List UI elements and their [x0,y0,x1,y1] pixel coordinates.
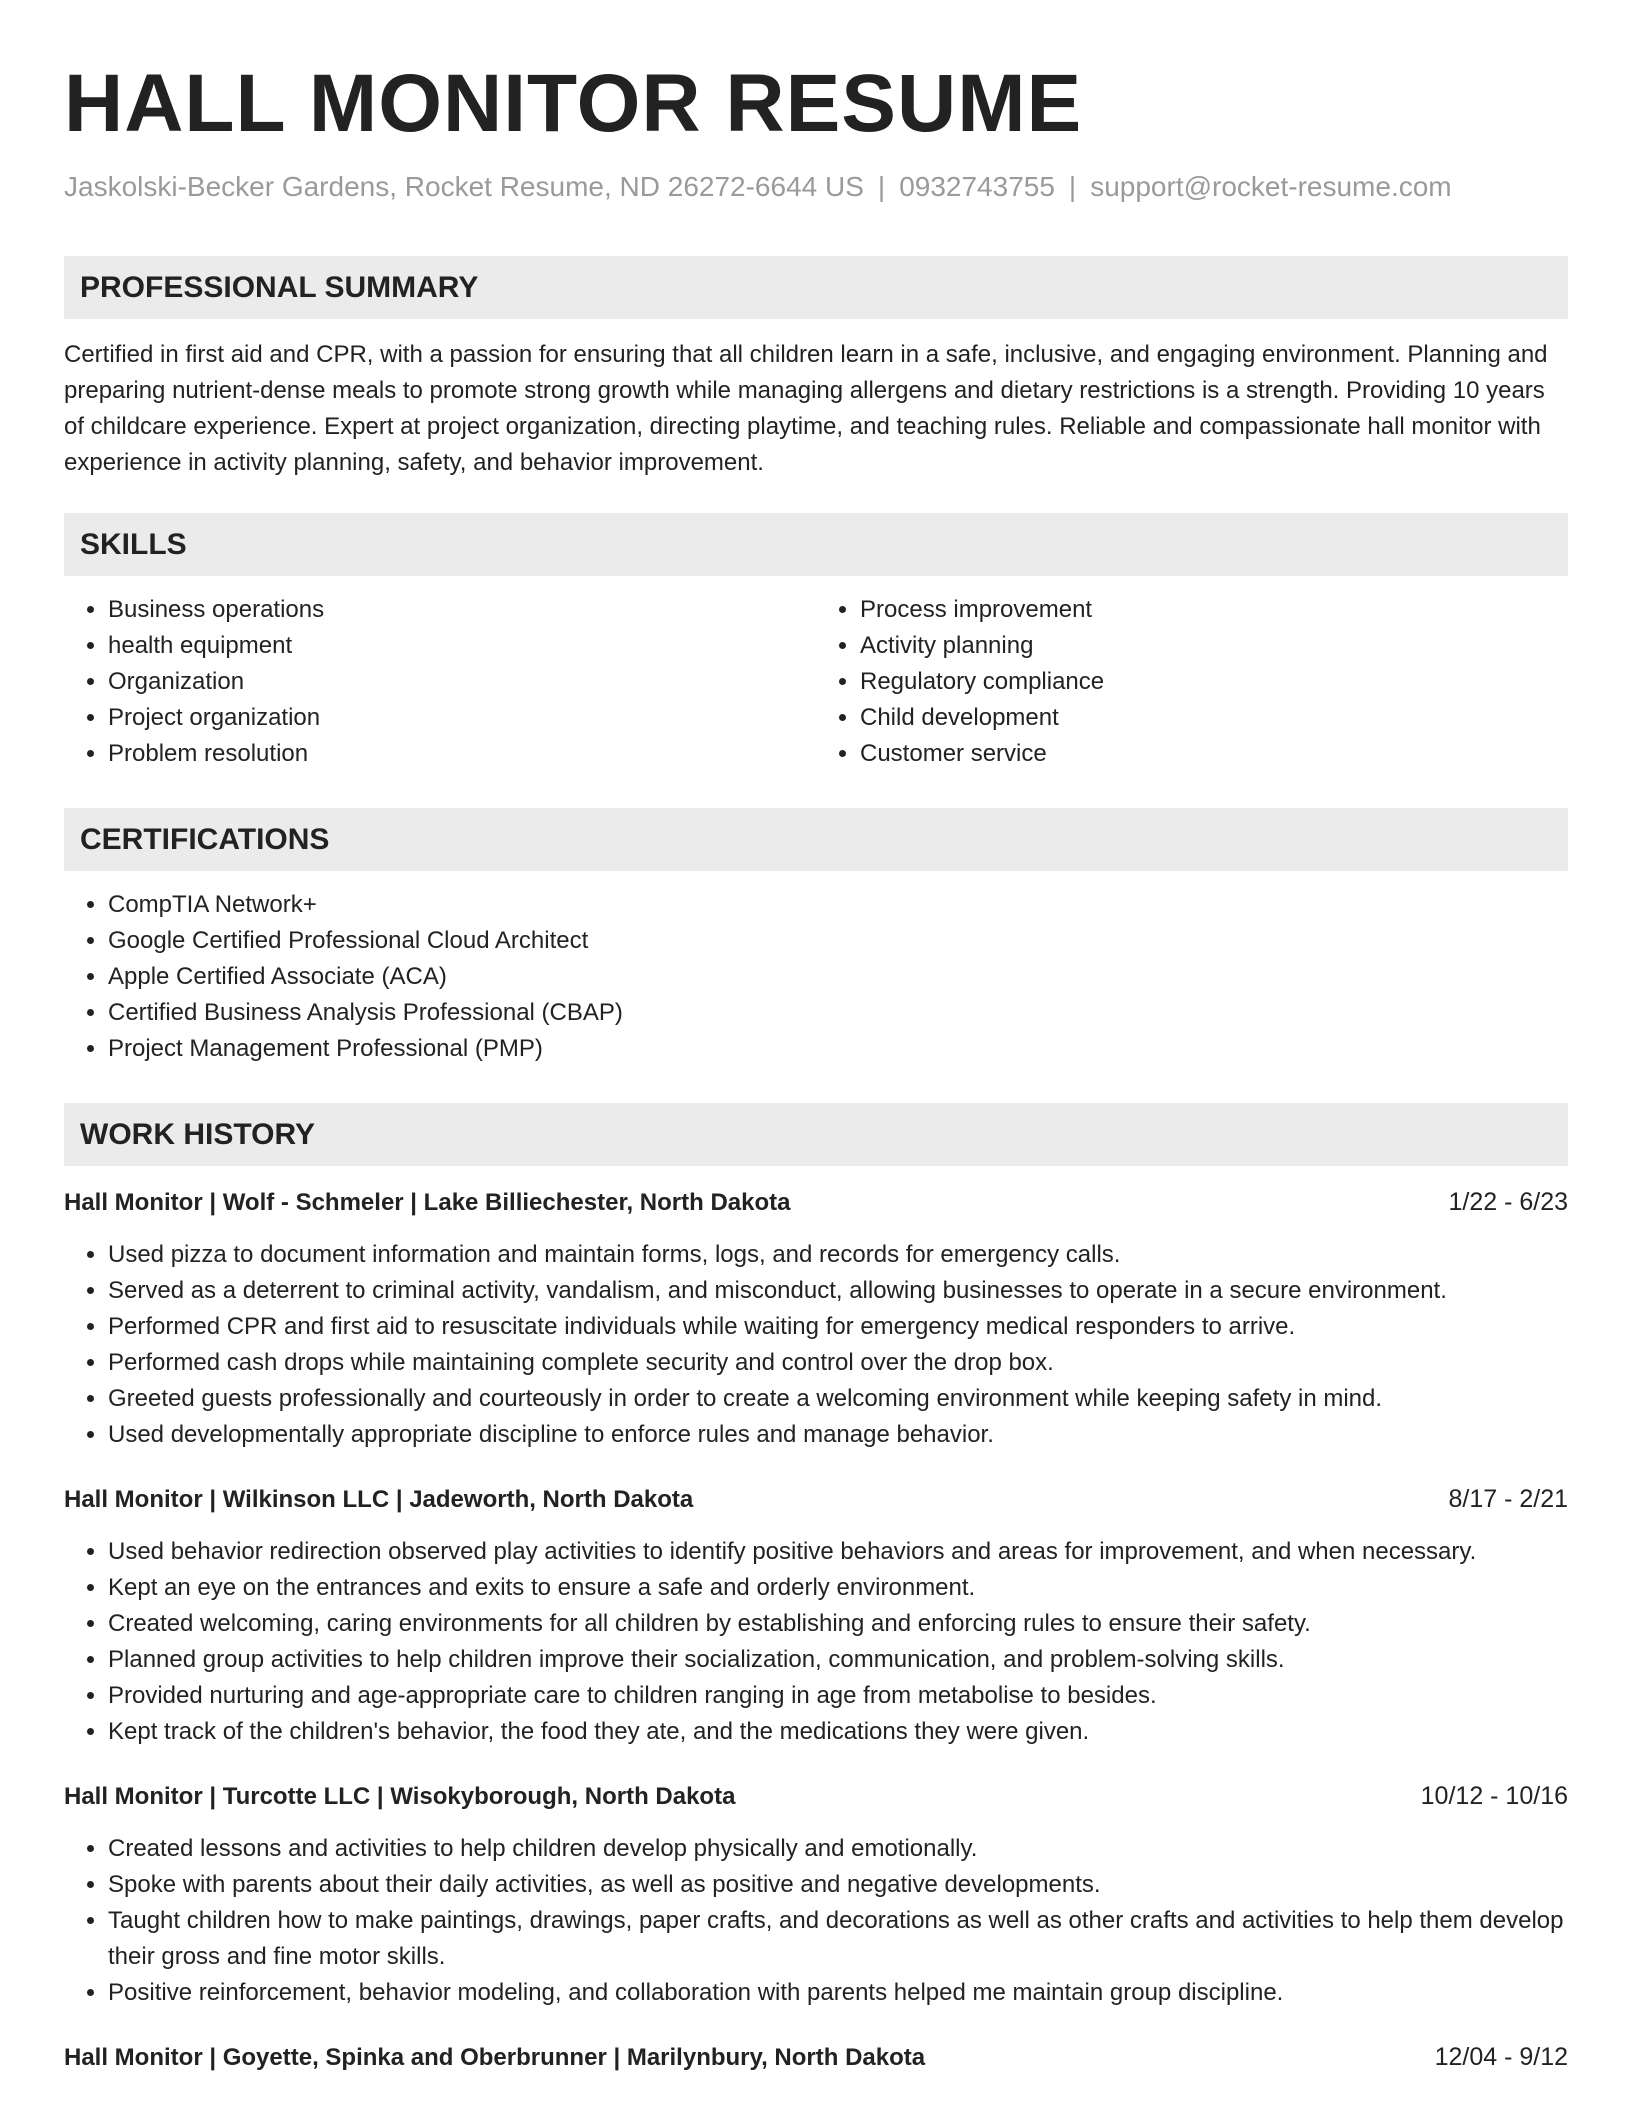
job-entry [64,1481,1568,1750]
job-duty: • Kept an eye on the entrances and exits to ensure a safe and orderly environment. [108,1570,1568,1606]
skill-item: • Business operations [108,592,816,628]
skill-item: • health equipment [108,628,816,664]
skill-item: • Child development [860,700,1568,736]
skills-list-left [64,592,816,772]
job-duty: • Positive reinforcement, behavior modeling, and collaboration with parents helped me maintain group discipline. [108,1975,1568,2011]
skills-list-right [816,592,1568,772]
certification-item: • Certified Business Analysis Professional (CBAP) [108,995,1568,1031]
skills-grid [64,576,1568,772]
certifications-list [64,887,1568,1067]
job-duties-list [64,1237,1568,1453]
job-entry [64,1778,1568,2011]
contact-line [64,170,1568,204]
section-heading-certifications: CERTIFICATIONS [64,808,1568,871]
job-duty: • Used developmentally appropriate discipline to enforce rules and manage behavior. [108,1417,1568,1453]
job-header [64,2039,1568,2076]
job-duty: • Planned group activities to help children improve their socialization, communication, and problem-solving skills. [108,1642,1568,1678]
section-heading-summary: PROFESSIONAL SUMMARY [64,256,1568,319]
job-duty: • Performed cash drops while maintaining complete security and control over the drop box. [108,1345,1568,1381]
job-duty: • Used pizza to document information and maintain forms, logs, and records for emergency calls. [108,1237,1568,1273]
skill-item: • Organization [108,664,816,700]
contact-separator: | [1068,171,1077,202]
job-duty: • Kept track of the children's behavior, the food they ate, and the medications they were given. [108,1714,1568,1750]
job-duties-list [64,1534,1568,1750]
summary-text: Certified in first aid and CPR, with a passion for ensuring that all children learn in a safe, inclusive, and engaging environment. Planning and preparing nutrient-dense meals to promote strong growth while managing allergens and dietary restrictions is a strength. Providing 10 years of childcare experience. Expert at project organization, directing playtime, and teaching rules. Reliable and compassionate hall monitor with experience in activity planning, safety, and behavior improvement. [64,341,1548,476]
skill-item: • Project organization [108,700,816,736]
job-title: Hall Monitor | Goyette, Spinka and Oberbrunner | Marilynbury, North Dakota [64,2044,926,2071]
job-title: Hall Monitor | Wilkinson LLC | Jadeworth, North Dakota [64,1486,694,1513]
certification-item: • CompTIA Network+ [108,887,1568,923]
section-heading-skills: SKILLS [64,513,1568,576]
job-duty: • Spoke with parents about their daily activities, as well as positive and negative developments. [108,1867,1568,1903]
contact-separator: | [877,171,886,202]
job-title: Hall Monitor | Turcotte LLC | Wisokyborough, North Dakota [64,1783,736,1810]
section-heading-work-history: WORK HISTORY [64,1103,1568,1166]
job-dates: 8/17 - 2/21 [1448,1485,1568,1513]
job-header [64,1184,1568,1221]
job-title: Hall Monitor | Wolf - Schmeler | Lake Billiechester, North Dakota [64,1189,791,1216]
job-duties-list [64,1831,1568,2011]
resume-title: HALL MONITOR RESUME [64,58,1083,149]
job-entry [64,2039,1568,2076]
job-duty: • Used behavior redirection observed play activities to identify positive behaviors and areas for improvement, and when necessary. [108,1534,1568,1570]
contact-phone: 0932743755 [899,171,1055,202]
contact-address: Jaskolski-Becker Gardens, Rocket Resume, ND 26272-6644 US [64,171,864,202]
skill-item: • Customer service [860,736,1568,772]
job-dates: 10/12 - 10/16 [1420,1782,1568,1810]
certification-item: • Google Certified Professional Cloud Architect [108,923,1568,959]
skill-item: • Process improvement [860,592,1568,628]
skill-item: • Activity planning [860,628,1568,664]
certification-item: • Apple Certified Associate (ACA) [108,959,1568,995]
job-dates: 1/22 - 6/23 [1448,1188,1568,1216]
job-duty: • Created lessons and activities to help children develop physically and emotionally. [108,1831,1568,1867]
job-duty: • Served as a deterrent to criminal activity, vandalism, and misconduct, allowing businesses to operate in a secure environment. [108,1273,1568,1309]
job-entry [64,1184,1568,1453]
skill-item: • Problem resolution [108,736,816,772]
job-duty: • Created welcoming, caring environments for all children by establishing and enforcing rules to ensure their safety. [108,1606,1568,1642]
job-duty: • Taught children how to make paintings, drawings, paper crafts, and decorations as well as other crafts and activities to help them develop their gross and fine motor skills. [108,1903,1568,1975]
skill-item: • Regulatory compliance [860,664,1568,700]
job-dates: 12/04 - 9/12 [1434,2043,1568,2071]
job-duty: • Greeted guests professionally and courteously in order to create a welcoming environment while keeping safety in mind. [108,1381,1568,1417]
job-duty: • Provided nurturing and age-appropriate care to children ranging in age from metabolise to besides. [108,1678,1568,1714]
job-header [64,1778,1568,1815]
contact-email: support@rocket-resume.com [1090,171,1452,202]
job-duty: • Performed CPR and first aid to resuscitate individuals while waiting for emergency medical responders to arrive. [108,1309,1568,1345]
certification-item: • Project Management Professional (PMP) [108,1031,1568,1067]
job-header [64,1481,1568,1518]
